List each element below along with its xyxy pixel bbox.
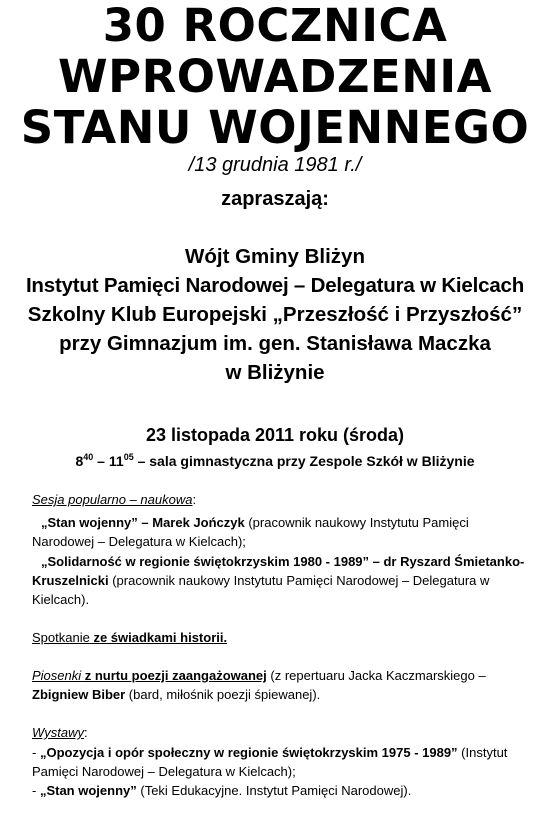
- session-heading: Sesja popularno – naukowa: [32, 492, 193, 507]
- exhibition-item-1: [32, 743, 507, 762]
- session-item-1: [41, 513, 469, 532]
- session-item-1-line2: Narodowej – Delegatura w Kielcach);: [32, 534, 246, 549]
- anniversary-date: /13 grudnia 1981 r./: [188, 154, 362, 176]
- event-place: – sala gimnastyczna przy Zespole Szkół w Bliżynie: [133, 453, 475, 469]
- title-line-3: STANU WOJENNEGO: [20, 101, 530, 154]
- title-line-2: WPROWADZENIA: [58, 50, 492, 103]
- invite-text: zapraszają:: [221, 188, 329, 210]
- talk-2-speaker-cont: Kruszelnicki: [32, 573, 109, 588]
- organizer-5: w Bliżynie: [225, 361, 325, 384]
- meeting-line: [32, 628, 227, 647]
- talk-2-title: „Solidarność w regionie świętokrzyskim 1980 - 1989” – dr Ryszard Śmietanko-: [41, 554, 525, 569]
- performer-name: Zbigniew Biber: [32, 687, 126, 702]
- exhibition-item-2: [32, 781, 411, 800]
- session-item-2: [41, 552, 524, 571]
- time-end-hour: 11: [108, 453, 124, 469]
- event-time: [0, 446, 550, 472]
- exhibitions-colon: :: [84, 725, 88, 740]
- time-dash: –: [93, 453, 109, 469]
- exhibition-2-dash: -: [32, 783, 40, 798]
- songs-line-2: [32, 685, 320, 704]
- exhibition-1-desc: (Instytut: [457, 745, 508, 760]
- time-start-minutes: 40: [83, 452, 94, 462]
- meeting-witnesses: ze świadkami historii.: [89, 630, 228, 645]
- organizer-1: Wójt Gminy Bliżyn: [185, 245, 365, 268]
- songs-topic: z nurtu poezji zaangażowanej: [81, 668, 267, 683]
- exhibitions-heading-line: [32, 723, 88, 742]
- exhibitions-heading: Wystawy: [32, 725, 84, 740]
- exhibition-1-title: „Opozycja i opór społeczny w regionie świętokrzyskim 1975 - 1989”: [39, 745, 458, 760]
- talk-1-title: „Stan wojenny” – Marek Jończyk: [41, 515, 245, 530]
- session-item-2-line2: [32, 571, 489, 590]
- exhibition-1-dash: -: [32, 745, 40, 760]
- organizer-2: Instytut Pamięci Narodowej – Delegatura w Kielcach: [25, 274, 525, 297]
- songs-desc: (z repertuaru Jacka Kaczmarskiego –: [266, 668, 486, 683]
- talk-2-desc: (pracownik naukowy Instytutu Pamięci Narodowej – Delegatura w: [108, 573, 490, 588]
- performer-desc: (bard, miłośnik poezji śpiewanej).: [125, 687, 321, 702]
- session-heading-line: [32, 490, 196, 509]
- organizer-4: przy Gimnazjum im. gen. Stanisława Maczka: [59, 332, 491, 355]
- session-item-2-line3: Kielcach).: [32, 592, 90, 607]
- exhibition-2-desc: (Teki Edukacyjne. Instytut Pamięci Narodowej).: [136, 783, 412, 798]
- time-start-hour: 8: [75, 453, 84, 469]
- meeting-label: Spotkanie: [32, 630, 90, 645]
- time-end-minutes: 05: [123, 452, 134, 462]
- talk-1-desc: (pracownik naukowy Instytutu Pamięci: [244, 515, 469, 530]
- songs-label: Piosenki: [32, 668, 82, 683]
- exhibition-2-title: „Stan wojenny”: [39, 783, 137, 798]
- organizer-3: Szkolny Klub Europejski „Przeszłość i Przyszłość”: [27, 303, 523, 326]
- exhibition-item-1-line2: Pamięci Narodowej – Delegatura w Kielcach);: [32, 764, 296, 779]
- event-date: 23 listopada 2011 roku (środa): [145, 425, 405, 445]
- songs-line: [32, 666, 486, 685]
- session-heading-colon: :: [192, 492, 197, 507]
- title-line-1: 30 ROCZNICA: [102, 0, 448, 52]
